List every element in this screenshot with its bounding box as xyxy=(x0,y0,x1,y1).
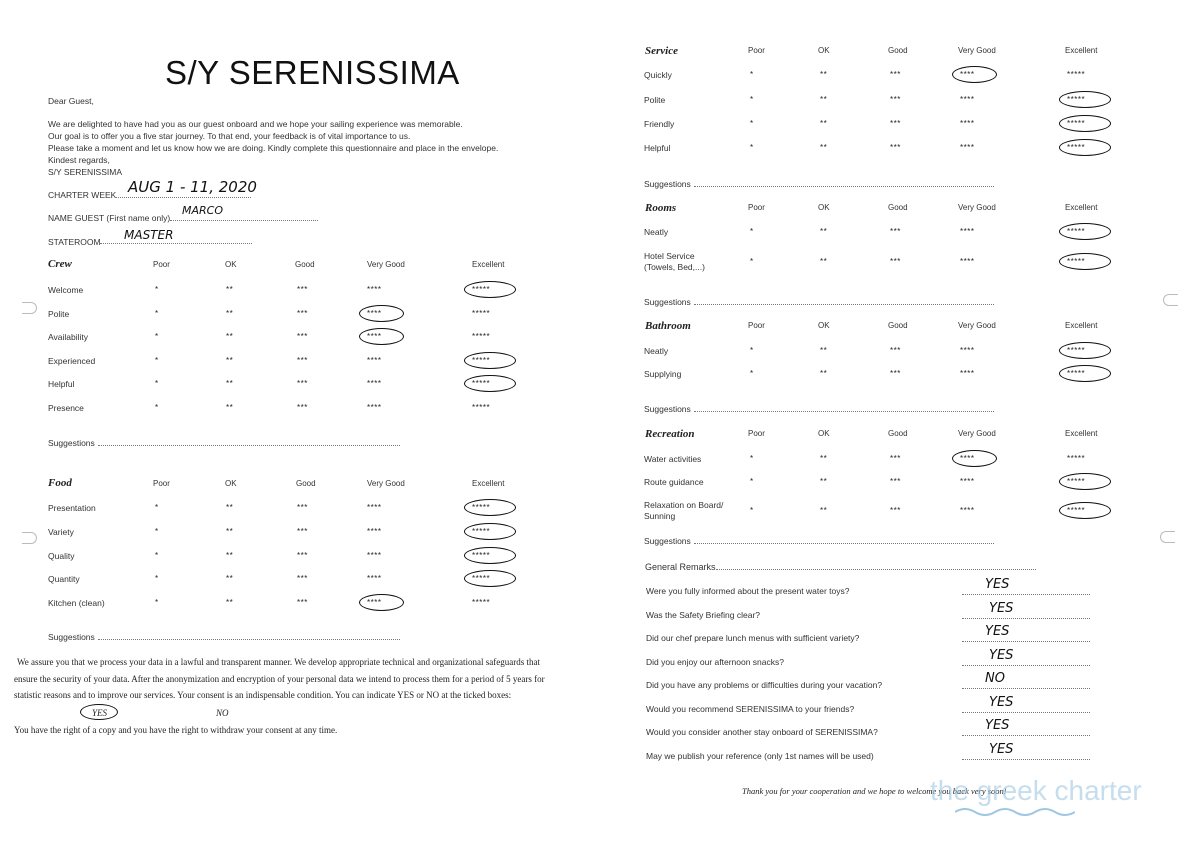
food-rating-circle xyxy=(464,523,516,540)
service-suggestions-line[interactable] xyxy=(694,186,994,187)
charter-week-label: CHARTER WEEK xyxy=(48,190,117,200)
crew-rating-option[interactable]: * xyxy=(155,308,159,318)
crew-row-label: Helpful xyxy=(48,379,75,389)
service-rating-option[interactable]: ** xyxy=(820,119,828,128)
food-rating-option[interactable]: **** xyxy=(367,526,382,536)
food-rating-option[interactable]: *** xyxy=(297,526,308,536)
crew-rating-option[interactable]: *** xyxy=(297,332,308,341)
crew-section-title: Crew xyxy=(48,258,72,270)
service-rating-option[interactable]: *** xyxy=(890,70,901,79)
crew-row-label: Experienced xyxy=(48,355,96,366)
rooms-rating-option[interactable]: **** xyxy=(960,227,975,236)
service-rating-option[interactable]: **** xyxy=(960,119,975,128)
service-section-title: Service xyxy=(645,45,678,57)
general-answer[interactable]: YES xyxy=(989,647,1014,663)
food-rating-option[interactable]: ** xyxy=(226,574,234,584)
crew-rating-option[interactable]: **** xyxy=(367,355,382,365)
rooms-suggestions-label: Suggestions xyxy=(644,297,691,307)
crew-rating-option[interactable]: *** xyxy=(297,355,308,365)
general-question: Did you enjoy our afternoon snacks? xyxy=(646,656,784,667)
food-rating-option[interactable]: * xyxy=(155,598,159,608)
food-rating-option[interactable]: *** xyxy=(297,503,308,512)
food-suggestions-label: Suggestions xyxy=(48,632,95,642)
general-remarks-title: General Remarks xyxy=(645,562,716,572)
rooms-rating-circle xyxy=(1059,223,1111,240)
recreation-rating-option[interactable]: * xyxy=(750,506,754,515)
crew-rating-option[interactable]: ***** xyxy=(472,355,491,365)
crew-rating-option[interactable]: **** xyxy=(367,285,382,294)
header-excellent: Excellent xyxy=(472,479,505,488)
bathroom-rating-option[interactable]: ** xyxy=(820,369,828,378)
recreation-rating-option[interactable]: *** xyxy=(890,454,901,463)
rooms-rating-option[interactable]: *** xyxy=(890,227,901,236)
food-section-title: Food xyxy=(48,477,72,489)
recreation-rating-circle xyxy=(1059,473,1111,490)
header-excellent: Excellent xyxy=(472,260,505,269)
bathroom-rating-option[interactable]: * xyxy=(750,369,754,378)
watermark-wave-icon xyxy=(955,806,1075,818)
rooms-rating-option[interactable]: ***** xyxy=(1067,257,1086,266)
general-answer[interactable]: YES xyxy=(985,624,1010,639)
bathroom-row-label: Supplying xyxy=(644,369,682,379)
general-answer[interactable]: YES xyxy=(989,741,1014,757)
food-rating-option[interactable]: ***** xyxy=(472,574,491,584)
header-excellent: Excellent xyxy=(1065,321,1098,330)
rooms-rating-option[interactable]: **** xyxy=(960,257,975,266)
recreation-rating-option[interactable]: * xyxy=(750,454,754,463)
food-row-label: Presentation xyxy=(48,503,96,513)
service-rating-option[interactable]: * xyxy=(750,70,754,79)
food-rating-option[interactable]: * xyxy=(155,503,159,512)
general-answer-line[interactable] xyxy=(962,641,1090,642)
food-rating-option[interactable]: * xyxy=(155,550,159,560)
bathroom-rating-circle xyxy=(1059,342,1111,359)
service-rating-option[interactable]: **** xyxy=(960,70,975,79)
crew-suggestions-line[interactable] xyxy=(98,445,400,446)
crew-rating-option[interactable]: ** xyxy=(226,332,234,341)
general-answer-line[interactable] xyxy=(962,735,1090,736)
service-row-label: Friendly xyxy=(644,119,675,129)
crew-rating-option[interactable]: * xyxy=(155,379,159,388)
crew-row-label: Presence xyxy=(48,402,84,413)
consent-no[interactable]: NO xyxy=(216,708,229,718)
service-rating-option[interactable]: * xyxy=(750,143,754,152)
food-rating-option[interactable]: ***** xyxy=(472,550,491,560)
bathroom-row-label: Neatly xyxy=(644,346,669,356)
service-rating-option[interactable]: ***** xyxy=(1067,119,1086,128)
rooms-rating-option[interactable]: *** xyxy=(890,257,901,266)
rooms-rating-circle xyxy=(1059,253,1111,270)
header-poor: Poor xyxy=(748,203,765,212)
recreation-rating-circle xyxy=(1059,502,1111,519)
recreation-rating-option[interactable]: ***** xyxy=(1067,477,1086,486)
general-remarks-line xyxy=(716,569,1036,570)
food-rating-option[interactable]: **** xyxy=(367,598,382,608)
greeting: Dear Guest, xyxy=(48,96,94,106)
binder-hole-right xyxy=(1163,294,1178,306)
header-poor: Poor xyxy=(748,46,765,55)
bathroom-rating-option[interactable]: **** xyxy=(960,346,975,355)
header-very-good: Very Good xyxy=(367,260,405,269)
service-rating-option[interactable]: * xyxy=(750,95,754,104)
crew-rating-option[interactable]: * xyxy=(155,285,159,294)
rooms-row-label-2: (Towels, Bed,...) xyxy=(644,262,705,272)
service-rating-option[interactable]: **** xyxy=(960,95,975,104)
service-rating-option[interactable]: ** xyxy=(820,143,828,152)
service-row-label: Quickly xyxy=(644,70,672,80)
crew-rating-option[interactable]: ** xyxy=(226,355,234,365)
crew-rating-option[interactable]: * xyxy=(155,402,159,412)
crew-suggestions-label: Suggestions xyxy=(48,438,95,448)
name-guest-line xyxy=(170,220,318,221)
service-rating-circle xyxy=(952,66,997,83)
recreation-rating-option[interactable]: ** xyxy=(820,506,828,515)
food-rating-option[interactable]: ***** xyxy=(472,598,491,608)
rooms-rating-option[interactable]: ** xyxy=(820,227,828,236)
name-guest-label: NAME GUEST (First name only) xyxy=(48,213,171,223)
bathroom-rating-option[interactable]: *** xyxy=(890,346,901,355)
recreation-row-label: Water activities xyxy=(644,454,702,464)
bathroom-rating-option[interactable]: ***** xyxy=(1067,346,1086,355)
recreation-section-title: Recreation xyxy=(645,428,695,440)
crew-rating-option[interactable]: **** xyxy=(367,308,382,318)
food-rating-option[interactable]: *** xyxy=(297,550,308,560)
food-rating-option[interactable]: **** xyxy=(367,550,382,560)
intro-line: Our goal is to offer you a five star journey. To that end, your feedback is of vital importance to us. xyxy=(48,131,411,141)
general-question: Were you fully informed about the present water toys? xyxy=(646,586,850,596)
bathroom-rating-option[interactable]: **** xyxy=(960,369,975,378)
food-rating-circle xyxy=(464,499,516,516)
crew-rating-option[interactable]: ***** xyxy=(472,379,491,388)
crew-rating-option[interactable]: ** xyxy=(226,379,234,388)
recreation-rating-option[interactable]: ** xyxy=(820,477,828,486)
charter-week-value[interactable]: AUG 1 - 11, 2020 xyxy=(128,178,257,196)
service-rating-option[interactable]: *** xyxy=(890,119,901,128)
header-ok: OK xyxy=(225,260,237,269)
food-rating-option[interactable]: ***** xyxy=(472,503,491,512)
binder-hole-right xyxy=(1160,531,1175,543)
rooms-rating-option[interactable]: * xyxy=(750,257,754,266)
service-row-label: Helpful xyxy=(644,143,671,153)
crew-rating-circle xyxy=(464,281,516,298)
crew-rating-option[interactable]: *** xyxy=(297,308,308,318)
general-answer-line[interactable] xyxy=(962,594,1090,595)
recreation-rating-option[interactable]: * xyxy=(750,477,754,486)
crew-rating-option[interactable]: * xyxy=(155,355,159,365)
service-rating-option[interactable]: *** xyxy=(890,143,901,152)
crew-rating-option[interactable]: *** xyxy=(297,402,308,412)
crew-rating-option[interactable]: **** xyxy=(367,402,382,412)
service-rating-option[interactable]: *** xyxy=(890,95,901,104)
header-excellent: Excellent xyxy=(1065,46,1098,55)
service-row-label: Polite xyxy=(644,95,666,105)
general-question: May we publish your reference (only 1st names will be used) xyxy=(646,750,874,761)
crew-row-label: Availability xyxy=(48,332,89,342)
crew-rating-circle xyxy=(464,375,516,392)
name-guest-value[interactable]: MARCO xyxy=(182,204,223,217)
food-rating-option[interactable]: ** xyxy=(226,526,234,536)
rooms-rating-option[interactable]: ** xyxy=(820,257,828,266)
crew-row-label: Polite xyxy=(48,308,70,319)
service-rating-option[interactable]: ** xyxy=(820,70,828,79)
service-rating-option[interactable]: ***** xyxy=(1067,143,1086,152)
bathroom-rating-option[interactable]: *** xyxy=(890,369,901,378)
food-rating-option[interactable]: ** xyxy=(226,550,234,560)
intro-line: Please take a moment and let us know how we are doing. Kindly complete this questionnaire and place in the envelope. xyxy=(48,143,499,153)
consent-yes[interactable]: YES xyxy=(92,708,108,718)
general-question: Did our chef prepare lunch menus with sufficient variety? xyxy=(646,633,860,643)
general-answer-line[interactable] xyxy=(962,759,1090,760)
general-question: Was the Safety Briefing clear? xyxy=(646,609,761,620)
header-ok: OK xyxy=(818,429,830,438)
service-rating-option[interactable]: * xyxy=(750,119,754,128)
header-good: Good xyxy=(888,321,908,330)
service-suggestions-label: Suggestions xyxy=(644,179,691,189)
rooms-suggestions-line[interactable] xyxy=(694,304,994,305)
header-ok: OK xyxy=(818,46,830,55)
food-suggestions-line[interactable] xyxy=(98,639,400,640)
header-very-good: Very Good xyxy=(958,46,996,55)
crew-rating-option[interactable]: ***** xyxy=(472,285,491,294)
header-very-good: Very Good xyxy=(958,321,996,330)
service-rating-circle xyxy=(1059,91,1111,108)
crew-rating-option[interactable]: **** xyxy=(367,379,382,388)
general-answer-line[interactable] xyxy=(962,712,1090,713)
general-answer-line[interactable] xyxy=(962,618,1090,619)
header-excellent: Excellent xyxy=(1065,429,1098,438)
food-rating-option[interactable]: ** xyxy=(226,598,234,608)
recreation-rating-option[interactable]: ***** xyxy=(1067,454,1086,463)
food-rating-option[interactable]: * xyxy=(155,526,159,536)
header-ok: OK xyxy=(818,321,830,330)
crew-rating-option[interactable]: ***** xyxy=(472,308,491,318)
stateroom-value[interactable]: MASTER xyxy=(124,228,174,242)
intro-line: We are delighted to have had you as our guest onboard and we hope your sailing experience was memorable. xyxy=(48,119,463,129)
food-rating-circle xyxy=(464,570,516,587)
crew-row-label: Welcome xyxy=(48,285,84,295)
header-poor: Poor xyxy=(748,321,765,330)
crew-rating-circle xyxy=(359,328,404,345)
header-good: Good xyxy=(888,203,908,212)
recreation-rating-circle xyxy=(952,450,997,467)
food-row-label: Quantity xyxy=(48,574,80,585)
privacy-line-2: ensure the security of your data. After the anonymization and encryption of your personal data we intend to process them for a period of 5 years for xyxy=(14,674,545,684)
recreation-rating-option[interactable]: *** xyxy=(890,506,901,515)
service-rating-option[interactable]: ** xyxy=(820,95,828,104)
rooms-section-title: Rooms xyxy=(645,202,677,214)
service-rating-option[interactable]: ***** xyxy=(1067,95,1086,104)
food-rating-option[interactable]: **** xyxy=(367,574,382,584)
general-answer-line[interactable] xyxy=(962,665,1090,666)
crew-rating-option[interactable]: ***** xyxy=(472,332,491,341)
watermark-logo: the greek charter xyxy=(930,775,1142,806)
general-answer[interactable]: YES xyxy=(989,694,1014,710)
recreation-rating-option[interactable]: **** xyxy=(960,454,975,463)
header-very-good: Very Good xyxy=(958,203,996,212)
recreation-rating-option[interactable]: ** xyxy=(820,454,828,463)
general-answer[interactable]: YES xyxy=(985,718,1010,733)
header-poor: Poor xyxy=(153,479,170,488)
service-rating-option[interactable]: ***** xyxy=(1067,70,1086,79)
general-question: Would you consider another stay onboard of SERENISSIMA? xyxy=(646,727,878,737)
binder-hole-left xyxy=(22,532,37,544)
food-rating-circle xyxy=(359,594,404,611)
food-rating-option[interactable]: * xyxy=(155,574,159,584)
rooms-rating-option[interactable]: ***** xyxy=(1067,227,1086,236)
food-row-label: Quality xyxy=(48,550,75,561)
food-rating-option[interactable]: *** xyxy=(297,574,308,584)
header-good: Good xyxy=(888,429,908,438)
rooms-row-label: Neatly xyxy=(644,227,669,237)
bathroom-rating-option[interactable]: ***** xyxy=(1067,369,1086,378)
bathroom-suggestions-label: Suggestions xyxy=(644,404,691,414)
rooms-rating-option[interactable]: * xyxy=(750,227,754,236)
recreation-rating-option[interactable]: ***** xyxy=(1067,506,1086,515)
recreation-suggestions-label: Suggestions xyxy=(644,536,691,546)
header-very-good: Very Good xyxy=(367,479,405,488)
document-title: S/Y SERENISSIMA xyxy=(165,54,460,91)
general-answer[interactable]: YES xyxy=(985,577,1010,592)
stateroom-label: STATEROOM xyxy=(48,237,101,247)
stateroom-line xyxy=(100,243,252,244)
recreation-suggestions-line[interactable] xyxy=(694,543,994,544)
general-answer[interactable]: NO xyxy=(985,671,1005,686)
header-good: Good xyxy=(888,46,908,55)
privacy-line-1: We assure you that we process your data in a lawful and transparent manner. We develop appropriate technical and organizational safeguards that xyxy=(17,657,541,667)
crew-rating-circle xyxy=(359,305,404,322)
header-excellent: Excellent xyxy=(1065,203,1098,212)
privacy-line-3: statistic reasons and to improve our services. Your consent is an indispensable condition. You can indicate YES or NO at the ticked boxes: xyxy=(14,690,512,700)
food-row-label: Variety xyxy=(48,526,74,537)
recreation-row-label-2: Sunning xyxy=(644,511,676,521)
charter-week-line xyxy=(115,197,251,198)
food-row-label: Kitchen (clean) xyxy=(48,598,105,609)
header-poor: Poor xyxy=(153,260,170,269)
header-ok: OK xyxy=(225,479,237,488)
food-rating-option[interactable]: **** xyxy=(367,503,382,512)
general-question: Would you recommend SERENISSIMA to your friends? xyxy=(646,703,855,714)
service-rating-option[interactable]: **** xyxy=(960,143,975,152)
binder-hole-left xyxy=(22,302,37,314)
general-answer-line[interactable] xyxy=(962,688,1090,689)
crew-rating-option[interactable]: ** xyxy=(226,308,234,318)
thank-you-note: Thank you for your cooperation and we hope to welcome you back very soon! xyxy=(742,786,1007,796)
service-rating-circle xyxy=(1059,115,1111,132)
general-answer[interactable]: YES xyxy=(989,600,1014,616)
crew-rating-option[interactable]: ** xyxy=(226,402,234,412)
bathroom-rating-circle xyxy=(1059,365,1111,382)
service-rating-circle xyxy=(1059,139,1111,156)
header-poor: Poor xyxy=(748,429,765,438)
crew-rating-circle xyxy=(464,352,516,369)
general-question: Did you have any problems or difficulties during your vacation? xyxy=(646,680,883,690)
food-rating-circle xyxy=(464,547,516,564)
recreation-rating-option[interactable]: **** xyxy=(960,506,975,515)
crew-rating-option[interactable]: *** xyxy=(297,379,308,388)
crew-rating-option[interactable]: ***** xyxy=(472,402,491,412)
food-rating-option[interactable]: *** xyxy=(297,598,308,608)
rooms-row-label: Hotel Service xyxy=(644,251,695,261)
consent-yes-circle xyxy=(80,704,118,720)
crew-rating-option[interactable]: **** xyxy=(367,332,382,341)
bathroom-rating-option[interactable]: * xyxy=(750,346,754,355)
bathroom-rating-option[interactable]: ** xyxy=(820,346,828,355)
crew-rating-option[interactable]: * xyxy=(155,332,159,341)
crew-rating-option[interactable]: ** xyxy=(226,285,234,294)
signature: S/Y SERENISSIMA xyxy=(48,167,123,177)
bathroom-section-title: Bathroom xyxy=(645,320,691,332)
recreation-row-label: Relaxation on Board/ xyxy=(644,500,724,510)
crew-rating-option[interactable]: *** xyxy=(297,285,308,294)
header-ok: OK xyxy=(818,203,830,212)
header-very-good: Very Good xyxy=(958,429,996,438)
food-rating-option[interactable]: ** xyxy=(226,503,234,512)
recreation-row-label: Route guidance xyxy=(644,477,704,487)
closing: Kindest regards, xyxy=(48,155,110,165)
privacy-line-4: You have the right of a copy and you have the right to withdraw your consent at any time. xyxy=(14,725,338,735)
food-rating-option[interactable]: ***** xyxy=(472,526,491,536)
recreation-rating-option[interactable]: **** xyxy=(960,477,975,486)
recreation-rating-option[interactable]: *** xyxy=(890,477,901,486)
header-good: Good xyxy=(296,479,316,488)
header-good: Good xyxy=(295,260,315,269)
bathroom-suggestions-line[interactable] xyxy=(694,411,994,412)
